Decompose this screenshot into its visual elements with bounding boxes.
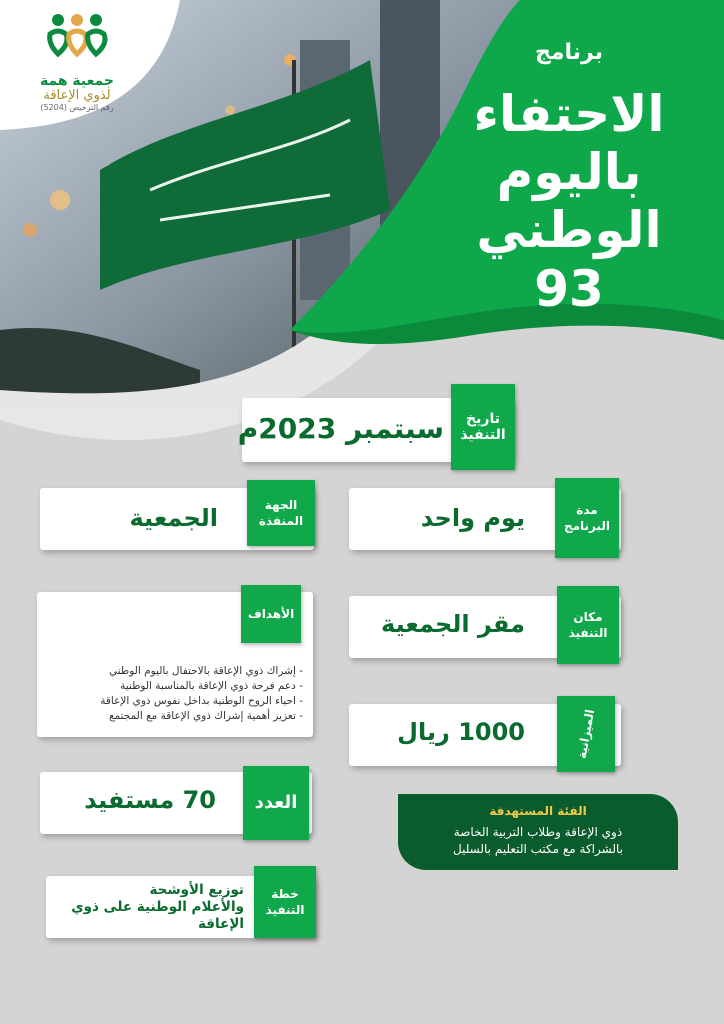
target-group-title: الفئة المستهدفة <box>489 804 587 818</box>
logo-subtitle: لذوي الإعاقة <box>43 88 111 103</box>
goal-item: - إشراك ذوي الإعاقة بالاحتفال باليوم الوطني <box>108 665 303 677</box>
budget-value: 1000 ريال <box>397 718 525 746</box>
header-title-line2: باليوم <box>496 143 642 201</box>
header-title-line3: الوطني <box>476 201 662 259</box>
budget-tag-label: الميزانية <box>574 708 598 760</box>
header-number: 93 <box>534 260 604 318</box>
budget-tag <box>557 696 615 772</box>
location-tag <box>557 586 619 664</box>
date-tag-line2: التنفيذ <box>460 427 506 443</box>
header-pre-title: برنامج <box>535 40 603 65</box>
logo-registration: رقم الترخيص (5204) <box>40 103 114 112</box>
executing-party-value: الجمعية <box>129 504 218 532</box>
duration-tag <box>555 478 619 558</box>
target-group-box <box>398 794 678 870</box>
executing-party-tag <box>247 480 315 546</box>
header-title-line1: الاحتفاء <box>473 85 665 143</box>
goals-tag-label: الأهداف <box>247 607 295 621</box>
executing-party-tag-line1: الجهة <box>264 498 298 512</box>
date-value: سبتمبر 2023م <box>237 412 444 445</box>
date-tag-line1: تاريخ <box>466 411 500 427</box>
duration-tag-line1: مدة <box>576 503 598 517</box>
header <box>454 40 684 319</box>
logo-icon <box>42 12 112 68</box>
plan-tag <box>254 866 316 938</box>
duration-tag-line2: البرنامج <box>563 519 611 533</box>
goal-item: - تعزيز أهمية إشراك ذوي الإعاقة مع المجتمع <box>108 710 303 722</box>
plan-line: والأعلام الوطنية على ذوي <box>71 899 244 915</box>
plan-value <box>71 882 244 933</box>
location-tag-line2: التنفيذ <box>568 626 608 640</box>
count-value: 70 مستفيد <box>84 786 216 814</box>
date-tag <box>451 384 515 470</box>
duration-value: يوم واحد <box>420 504 525 532</box>
goals-list <box>100 664 303 724</box>
plan-line: توزيع الأوشحة <box>149 882 244 898</box>
target-group-body <box>398 824 678 858</box>
count-tag <box>243 766 309 840</box>
logo <box>18 12 136 122</box>
plan-tag-line2: التنفيذ <box>265 903 305 917</box>
goals-tag <box>241 585 301 643</box>
logo-name: جمعية همة <box>39 73 115 89</box>
plan-tag-line1: خطة <box>271 887 299 901</box>
target-group-line: بالشراكة مع مكتب التعليم بالسليل <box>452 842 623 856</box>
location-value: مقر الجمعية <box>381 610 525 638</box>
target-group-line: ذوي الإعاقة وطلاب التربية الخاصة <box>453 825 623 839</box>
plan-line: الإعاقة <box>198 916 244 932</box>
executing-party-tag-line2: المنفذة <box>258 514 304 528</box>
goal-item: - دعم فرحة ذوي الإعاقة بالمناسبة الوطنية <box>120 680 303 692</box>
goal-item: - احياء الروح الوطنية بداخل نفوس ذوي الإعاقة <box>100 695 303 707</box>
location-tag-line1: مكان <box>573 610 603 624</box>
count-tag-label: العدد <box>254 792 298 813</box>
